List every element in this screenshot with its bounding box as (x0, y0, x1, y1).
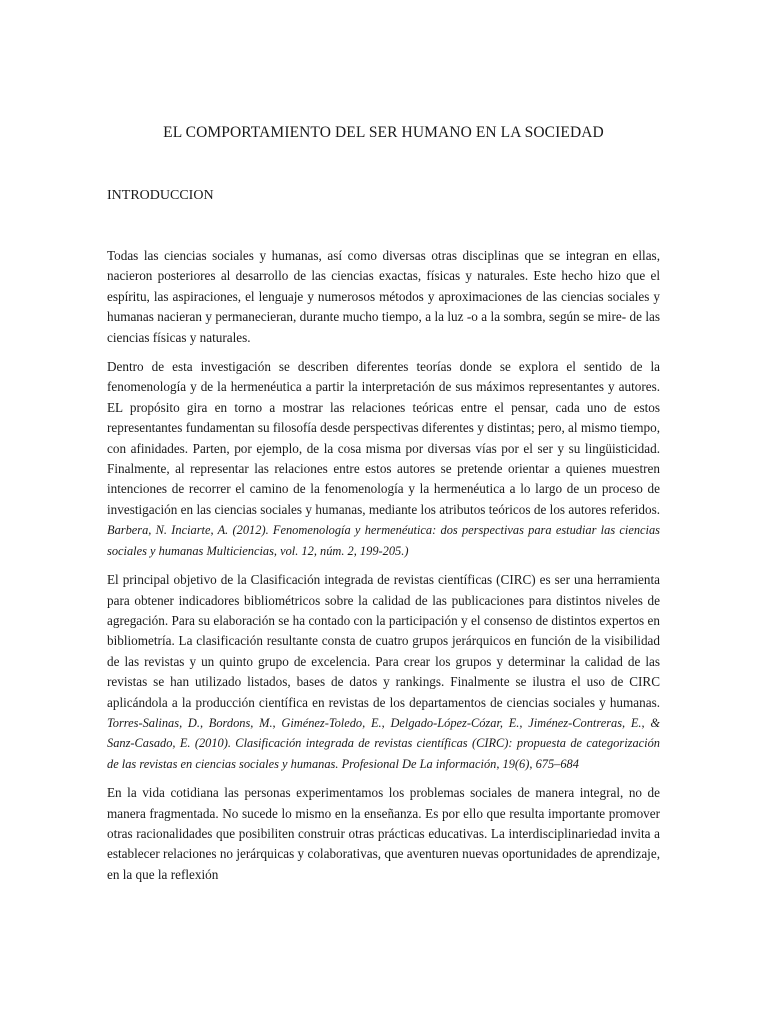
paragraph-text: Todas las ciencias sociales y humanas, así como diversas otras disciplinas que se integran en ellas, nacieron posteriores al desarrollo de las ciencias exactas, físicas y naturales. Este hecho hizo que el espíritu, las aspiraciones, el lenguaje y numerosos métodos y aproximaciones de las ciencias sociales y humanas nacieran y permanecieran, durante mucho tiempo, a la luz -o a la sombra, según se mire- de las ciencias físicas y naturales. (107, 248, 660, 345)
paragraph (107, 783, 660, 885)
paragraph (107, 357, 660, 561)
document-title: EL COMPORTAMIENTO DEL SER HUMANO EN LA SOCIEDAD (163, 124, 604, 141)
document-body (107, 246, 660, 894)
paragraph (107, 246, 660, 348)
paragraph (107, 570, 660, 774)
paragraph-text: Dentro de esta investigación se describen diferentes teorías donde se explora el sentido de la fenomenología y de la hermenéutica a partir la interpretación de sus máximos representantes y autores. EL propósito gira en torno a mostrar las relaciones teóricas entre el pensar, cada uno de estos representantes fundamentan su filosofía desde perspectivas diferentes y distintas; pero, al mismo tiempo, con afinidades. Parten, por ejemplo, de la cosa misma por diversas vías por el ser y su lingüisticidad. Finalmente, al representar las relaciones entre estos autores se pretende orientar a quienes muestren intenciones de recorrer el camino de la fenomenología y la hermenéutica a lo largo de un proceso de investigación en las ciencias sociales y humanas, mediante los atributos teóricos de los autores referidos. (107, 359, 660, 517)
section-heading: INTRODUCCION (107, 188, 214, 203)
citation: Barbera, N. Inciarte, A. (2012). Fenomenología y hermenéutica: dos perspectivas para estudiar las ciencias sociales y humanas Multiciencias, vol. 12, núm. 2, 199-205.) (107, 523, 660, 558)
citation: Torres-Salinas, D., Bordons, M., Giménez-Toledo, E., Delgado-López-Cózar, E., Jiménez-Contreras, E., & Sanz-Casado, E. (2010). Clasificación integrada de revistas científicas (CIRC): propuesta de categorización de las revistas en ciencias sociales y humanas. Profesional De La información, 19(6), 675–684 (107, 715, 660, 771)
paragraph-text: El principal objetivo de la Clasificación integrada de revistas científicas (CIRC) es ser una herramienta para obtener indicadores bibliométricos sobre la calidad de las publicaciones para distintos niveles de agregación. Para su elaboración se ha contado con la participación y el consenso de distintos expertos en bibliometría. La clasificación resultante consta de cuatro grupos jerárquicos en función de la visibilidad de las revistas y un quinto grupo de excelencia. Para crear los grupos y determinar la calidad de las revistas se han utilizado listados, bases de datos y rankings. Finalmente se ilustra el uso de CIRC aplicándola a la producción científica en revistas de los departamentos de ciencias sociales y humanas. (107, 572, 660, 710)
paragraph-text: En la vida cotidiana las personas experimentamos los problemas sociales de manera integral, no de manera fragmentada. No sucede lo mismo en la enseñanza. Es por ello que resulta importante promover otras racionalidades que posibiliten construir otras prácticas educativas. La interdisciplinariedad invita a establecer relaciones no jerárquicas y colaborativas, que aventuren nuevas oportunidades de aprendizaje, en la que la reflexión (107, 785, 660, 882)
